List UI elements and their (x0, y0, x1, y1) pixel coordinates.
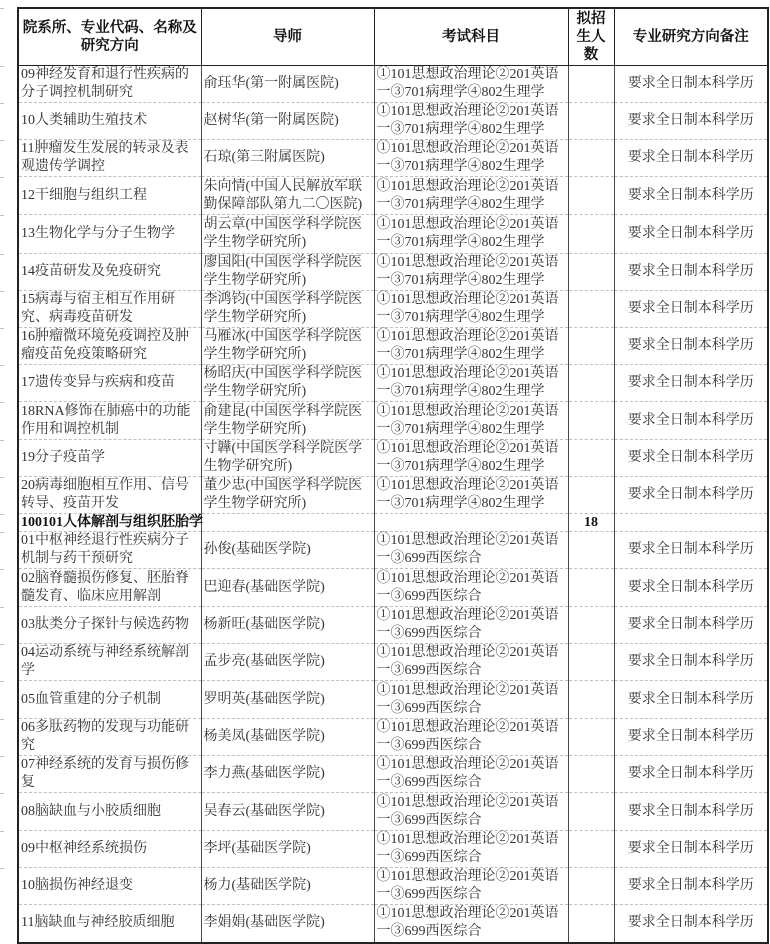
cell-remark: 要求全日制本科学历 (614, 681, 768, 719)
table-row (18, 569, 768, 607)
cell-supervisor: 胡云章(中国医学科学院医学生物学研究所) (201, 215, 374, 254)
cell-supervisor: 赵树华(第一附属医院) (201, 103, 374, 140)
cell-subjects: ①101思想政治理论②201英语一③701病理学④802生理学 (374, 328, 568, 365)
row-separator-tick (0, 719, 4, 720)
cell-quota (568, 328, 614, 365)
row-separator-tick (0, 793, 4, 794)
cell-direction: 12干细胞与组织工程 (18, 177, 201, 215)
cell-direction: 11肿瘤发生发展的转录及表观遗传学调控 (18, 140, 201, 177)
row-separator-tick (0, 8, 4, 9)
row-separator-tick (0, 291, 4, 292)
cell-subjects: ①101思想政治理论②201英语一③699西医综合 (374, 681, 568, 719)
table-row (18, 644, 768, 681)
row-separator-tick (0, 440, 4, 441)
cell-direction: 19分子疫苗学 (18, 440, 201, 477)
cell-remark: 要求全日制本科学历 (614, 140, 768, 177)
table-row (18, 719, 768, 756)
table-body (18, 66, 768, 943)
row-separator-tick (0, 569, 4, 570)
row-separator-tick (0, 140, 4, 141)
cell-subjects: ①101思想政治理论②201英语一③701病理学④802生理学 (374, 215, 568, 254)
cell-subjects: ①101思想政治理论②201英语一③699西医综合 (374, 719, 568, 756)
cell-direction: 15病毒与宿主相互作用研究、病毒疫苗研发 (18, 291, 201, 328)
cell-subjects: ①101思想政治理论②201英语一③701病理学④802生理学 (374, 140, 568, 177)
cell-supervisor: 孟步亮(基础医学院) (201, 644, 374, 681)
cell-remark: 要求全日制本科学历 (614, 177, 768, 215)
cell-supervisor: 朱向情(中国人民解放军联勤保障部队第九二〇医院) (201, 177, 374, 215)
cell-supervisor: 李坪(基础医学院) (201, 831, 374, 868)
cell-remark: 要求全日制本科学历 (614, 402, 768, 440)
cell-remark: 要求全日制本科学历 (614, 477, 768, 514)
cell-direction: 01中枢神经退行性疾病分子机制与药干预研究 (18, 532, 201, 569)
cell-subjects: ①101思想政治理论②201英语一③701病理学④802生理学 (374, 365, 568, 402)
cell-direction: 07神经系统的发育与损伤修复 (18, 756, 201, 793)
header-direction: 院系所、专业代码、名称及研究方向 (18, 8, 201, 66)
cell-quota (568, 607, 614, 644)
cell-remark: 要求全日制本科学历 (614, 569, 768, 607)
cell-direction: 06多肽药物的发现与功能研究 (18, 719, 201, 756)
row-separator-tick (0, 103, 4, 104)
table-row (18, 66, 768, 103)
cell-direction: 11脑缺血与神经胶质细胞 (18, 905, 201, 943)
cell-quota (568, 569, 614, 607)
table-row (18, 328, 768, 365)
cell-quota (568, 681, 614, 719)
cell-quota: 18 (568, 514, 614, 532)
cell-subjects: ①101思想政治理论②201英语一③699西医综合 (374, 644, 568, 681)
table-row (18, 254, 768, 291)
cell-direction: 04运动系统与神经系统解剖学 (18, 644, 201, 681)
table-row (18, 365, 768, 402)
cell-supervisor: 李娟娟(基础医学院) (201, 905, 374, 943)
cell-direction: 02脑脊髓损伤修复、胚胎脊髓发育、临床应用解剖 (18, 569, 201, 607)
cell-direction: 100101人体解剖与组织胚胎学 (18, 514, 201, 532)
cell-supervisor: 马雁冰(中国医学科学院医学生物学研究所) (201, 328, 374, 365)
table-row (18, 140, 768, 177)
cell-subjects: ①101思想政治理论②201英语一③699西医综合 (374, 532, 568, 569)
cell-direction: 14疫苗研发及免疫研究 (18, 254, 201, 291)
row-separator-tick (0, 477, 4, 478)
cell-supervisor: 李力燕(基础医学院) (201, 756, 374, 793)
row-separator-tick (0, 756, 4, 757)
cell-remark: 要求全日制本科学历 (614, 756, 768, 793)
cell-subjects: ①101思想政治理论②201英语一③701病理学④802生理学 (374, 402, 568, 440)
cell-direction: 16肿瘤微环境免疫调控及肿瘤疫苗免疫策略研究 (18, 328, 201, 365)
table-header (18, 8, 768, 66)
cell-subjects: ①101思想政治理论②201英语一③699西医综合 (374, 831, 568, 868)
cell-supervisor: 李鸿钧(中国医学科学院医学生物学研究所) (201, 291, 374, 328)
row-separator-tick (0, 254, 4, 255)
cell-quota (568, 644, 614, 681)
cell-supervisor: 石琼(第三附属医院) (201, 140, 374, 177)
cell-remark: 要求全日制本科学历 (614, 793, 768, 831)
row-separator-tick (0, 66, 4, 67)
cell-supervisor: 董少忠(中国医学科学院医学生物学研究所) (201, 477, 374, 514)
row-separator-tick (0, 365, 4, 366)
cell-supervisor: 廖国阳(中国医学科学院医学生物学研究所) (201, 254, 374, 291)
section-row (18, 514, 768, 532)
cell-quota (568, 103, 614, 140)
cell-supervisor: 吴春云(基础医学院) (201, 793, 374, 831)
row-separator-tick (0, 831, 4, 832)
cell-supervisor: 俞珏华(第一附属医院) (201, 66, 374, 103)
cell-supervisor: 巴迎春(基础医学院) (201, 569, 374, 607)
table-row (18, 868, 768, 905)
cell-subjects: ①101思想政治理论②201英语一③701病理学④802生理学 (374, 103, 568, 140)
cell-remark: 要求全日制本科学历 (614, 66, 768, 103)
row-separator-tick (0, 607, 4, 608)
cell-quota (568, 868, 614, 905)
cell-remark: 要求全日制本科学历 (614, 103, 768, 140)
cell-remark: 要求全日制本科学历 (614, 440, 768, 477)
cell-quota (568, 140, 614, 177)
table-row (18, 103, 768, 140)
cell-remark: 要求全日制本科学历 (614, 905, 768, 943)
cell-quota (568, 831, 614, 868)
cell-subjects (374, 514, 568, 532)
cell-remark: 要求全日制本科学历 (614, 328, 768, 365)
table-row (18, 793, 768, 831)
cell-subjects: ①101思想政治理论②201英语一③701病理学④802生理学 (374, 66, 568, 103)
cell-quota (568, 254, 614, 291)
cell-subjects: ①101思想政治理论②201英语一③699西医综合 (374, 793, 568, 831)
cell-direction: 10人类辅助生殖技术 (18, 103, 201, 140)
cell-remark: 要求全日制本科学历 (614, 365, 768, 402)
cell-direction: 08脑缺血与小胶质细胞 (18, 793, 201, 831)
cell-subjects: ①101思想政治理论②201英语一③701病理学④802生理学 (374, 291, 568, 328)
cell-supervisor (201, 514, 374, 532)
cell-quota (568, 793, 614, 831)
table-row (18, 756, 768, 793)
cell-remark: 要求全日制本科学历 (614, 831, 768, 868)
cell-supervisor: 杨美凤(基础医学院) (201, 719, 374, 756)
cell-subjects: ①101思想政治理论②201英语一③701病理学④802生理学 (374, 440, 568, 477)
cell-quota (568, 756, 614, 793)
cell-quota (568, 477, 614, 514)
cell-direction: 13生物化学与分子生物学 (18, 215, 201, 254)
row-separator-tick (0, 644, 4, 645)
table-row (18, 681, 768, 719)
cell-quota (568, 905, 614, 943)
table-row (18, 291, 768, 328)
table-row (18, 440, 768, 477)
table-row (18, 831, 768, 868)
cell-supervisor: 俞建昆(中国医学科学院医学生物学研究所) (201, 402, 374, 440)
row-separator-tick (0, 868, 4, 869)
cell-remark (614, 514, 768, 532)
cell-direction: 03肽类分子探针与候选药物 (18, 607, 201, 644)
table-row (18, 402, 768, 440)
table-row (18, 532, 768, 569)
cell-remark: 要求全日制本科学历 (614, 254, 768, 291)
cell-subjects: ①101思想政治理论②201英语一③701病理学④802生理学 (374, 177, 568, 215)
cell-quota (568, 532, 614, 569)
row-separator-tick (0, 681, 4, 682)
cell-subjects: ①101思想政治理论②201英语一③699西医综合 (374, 756, 568, 793)
cell-direction: 17遗传变异与疾病和疫苗 (18, 365, 201, 402)
header-remark: 专业研究方向备注 (614, 8, 768, 66)
table-row (18, 215, 768, 254)
cell-quota (568, 291, 614, 328)
cell-remark: 要求全日制本科学历 (614, 532, 768, 569)
row-separator-tick (0, 514, 4, 515)
cell-supervisor: 寸韡(中国医学科学院医学生物学研究所) (201, 440, 374, 477)
cell-supervisor: 杨新旺(基础医学院) (201, 607, 374, 644)
cell-direction: 09中枢神经系统损伤 (18, 831, 201, 868)
cell-direction: 05血管重建的分子机制 (18, 681, 201, 719)
cell-supervisor: 罗明英(基础医学院) (201, 681, 374, 719)
cell-subjects: ①101思想政治理论②201英语一③699西医综合 (374, 905, 568, 943)
row-separator-tick (0, 328, 4, 329)
cell-quota (568, 440, 614, 477)
cell-remark: 要求全日制本科学历 (614, 215, 768, 254)
cell-subjects: ①101思想政治理论②201英语一③701病理学④802生理学 (374, 254, 568, 291)
cell-remark: 要求全日制本科学历 (614, 868, 768, 905)
cell-remark: 要求全日制本科学历 (614, 607, 768, 644)
cell-quota (568, 177, 614, 215)
header-row (18, 8, 768, 66)
cell-supervisor: 杨力(基础医学院) (201, 868, 374, 905)
table-row (18, 477, 768, 514)
header-quota: 拟招生人数 (568, 8, 614, 66)
row-separator-tick (0, 177, 4, 178)
row-separator-tick (0, 532, 4, 533)
table-row (18, 177, 768, 215)
cell-direction: 18RNA修饰在肺癌中的功能作用和调控机制 (18, 402, 201, 440)
cell-direction: 10脑损伤神经退变 (18, 868, 201, 905)
cell-remark: 要求全日制本科学历 (614, 291, 768, 328)
cell-supervisor: 孙俊(基础医学院) (201, 532, 374, 569)
table-row (18, 607, 768, 644)
cell-subjects: ①101思想政治理论②201英语一③699西医综合 (374, 569, 568, 607)
cell-quota (568, 402, 614, 440)
cell-quota (568, 365, 614, 402)
cell-subjects: ①101思想政治理论②201英语一③701病理学④802生理学 (374, 477, 568, 514)
cell-quota (568, 66, 614, 103)
cell-direction: 20病毒细胞相互作用、信号转导、疫苗开发 (18, 477, 201, 514)
table-row (18, 905, 768, 943)
header-subjects: 考试科目 (374, 8, 568, 66)
cell-remark: 要求全日制本科学历 (614, 644, 768, 681)
cell-supervisor: 杨昭庆(中国医学科学院医学生物学研究所) (201, 365, 374, 402)
cell-subjects: ①101思想政治理论②201英语一③699西医综合 (374, 868, 568, 905)
header-supervisor: 导师 (201, 8, 374, 66)
cell-direction: 09神经发育和退行性疾病的分子调控机制研究 (18, 66, 201, 103)
admissions-table (17, 7, 769, 944)
cell-quota (568, 215, 614, 254)
cell-subjects: ①101思想政治理论②201英语一③699西医综合 (374, 607, 568, 644)
row-separator-tick (0, 402, 4, 403)
cell-remark: 要求全日制本科学历 (614, 719, 768, 756)
cell-quota (568, 719, 614, 756)
row-separator-tick (0, 215, 4, 216)
